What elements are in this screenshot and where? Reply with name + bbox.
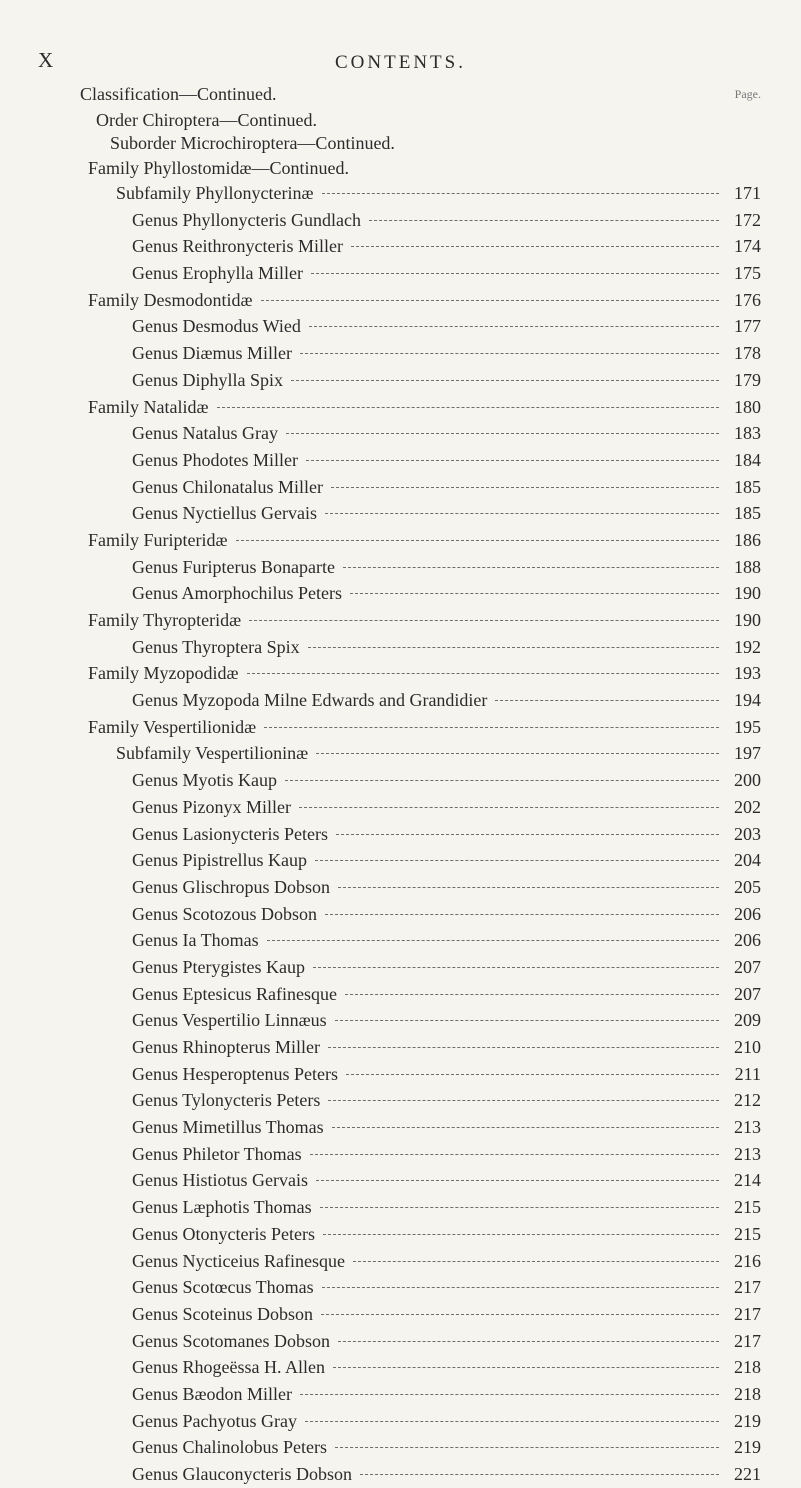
toc-entry-label: Genus Amorphochilus Peters: [132, 583, 342, 604]
dot-leader: [333, 1367, 719, 1368]
toc-entry: [0, 394, 801, 421]
dot-leader: [299, 807, 719, 808]
toc-entry-page-number: 221: [734, 1464, 761, 1484]
toc-entry: [0, 981, 801, 1008]
toc-entry: [0, 821, 801, 848]
dot-leader: [322, 193, 720, 194]
toc-entry-page-number: 192: [734, 636, 761, 657]
toc-entry-page-number: 174: [734, 236, 761, 257]
dot-leader: [353, 1261, 719, 1262]
toc-entry-label: Genus Phyllonycteris Gundlach: [132, 209, 361, 230]
toc-entry-page-number: 175: [734, 263, 761, 284]
toc-entry-label: Genus Chalinolobus Peters: [132, 1437, 327, 1458]
dot-leader: [332, 1127, 719, 1128]
toc-entry-label: Genus Myotis Kaup: [132, 770, 277, 791]
toc-entry: [0, 1087, 801, 1114]
dot-leader: [369, 220, 719, 221]
toc-entry: [0, 1061, 801, 1088]
toc-entry: [0, 233, 801, 260]
toc-entry-label: Subfamily Vespertilioninæ: [116, 743, 309, 764]
dot-leader: [343, 567, 719, 568]
toc-entry-page-number: 190: [734, 610, 761, 630]
toc-entry: [0, 1354, 801, 1381]
toc-entry: [0, 313, 801, 340]
dot-leader: [328, 1047, 719, 1048]
toc-entry-label: Genus Furipterus Bonaparte: [132, 556, 335, 577]
toc-entry: [0, 367, 801, 394]
toc-entry: [0, 420, 801, 447]
toc-entry-label: Family Myzopodidæ: [88, 663, 239, 684]
toc-entry-label: Family Natalidæ: [88, 396, 209, 417]
toc-entry-page-number: 218: [734, 1357, 761, 1378]
toc-entry-label: Genus Reithronycteris Miller: [132, 236, 343, 257]
dot-leader: [331, 487, 719, 488]
dot-leader: [320, 1207, 719, 1208]
dot-leader: [305, 1421, 719, 1422]
toc-entry-page-number: 219: [734, 1437, 761, 1458]
toc-entry-label: Genus Pachyotus Gray: [132, 1410, 297, 1431]
toc-entry-page-number: 179: [734, 369, 761, 390]
toc-entry: [0, 954, 801, 981]
toc-entry-label: Family Desmodontidæ: [88, 289, 253, 310]
toc-entry-page-number: 184: [734, 449, 761, 470]
toc-entry: [0, 1301, 801, 1328]
toc-entry-page-number: 217: [734, 1303, 761, 1324]
toc-entry-page-number: 209: [734, 1010, 761, 1031]
toc-entry: [0, 260, 801, 287]
toc-entry-page-number: 216: [734, 1250, 761, 1271]
toc-entry: [0, 1328, 801, 1355]
dot-leader: [300, 353, 719, 354]
toc-entry-page-number: 214: [734, 1170, 761, 1191]
toc-entry-page-number: 200: [734, 770, 761, 791]
dot-leader: [321, 1314, 719, 1315]
toc-entry-label: Genus Scotomanes Dobson: [132, 1330, 330, 1351]
toc-entry: [0, 447, 801, 474]
toc-entry-label: Family Thyropteridæ: [88, 610, 242, 630]
dot-leader: [325, 914, 719, 915]
breadcrumb-family: Family Phyllostomidæ—Continued.: [88, 158, 350, 178]
dot-leader: [316, 1180, 719, 1181]
breadcrumb-suborder: Suborder Microchiroptera—Continued.: [110, 133, 395, 153]
toc-entry-page-number: 207: [734, 983, 761, 1004]
toc-entry-page-number: 197: [734, 743, 761, 764]
toc-entry-page-number: 180: [734, 396, 761, 417]
toc-entry: [0, 794, 801, 821]
toc-entry: [0, 180, 801, 207]
toc-entry-page-number: 211: [734, 1063, 761, 1084]
toc-entry-page-number: 204: [734, 850, 761, 871]
breadcrumb-classification: Classification—Continued.: [80, 84, 277, 104]
toc-entry-label: Genus Pipistrellus Kaup: [132, 850, 307, 871]
toc-entry-page-number: 185: [734, 476, 761, 497]
toc-entry: [0, 1194, 801, 1221]
dot-leader: [335, 1447, 719, 1448]
toc-entry: [0, 660, 801, 687]
toc-entry-label: Genus Mimetillus Thomas: [132, 1117, 324, 1138]
toc-entry-label: Genus Eptesicus Rafinesque: [132, 983, 337, 1004]
dot-leader: [335, 1020, 719, 1021]
toc-entry-page-number: 177: [734, 316, 761, 337]
toc-entry-label: Genus Rhinopterus Miller: [132, 1037, 320, 1057]
toc-entry-label: Genus Nycticeius Rafinesque: [132, 1250, 345, 1271]
toc-entry: [0, 1034, 801, 1061]
toc-entry: [0, 634, 801, 661]
toc-entry-page-number: 203: [734, 823, 761, 844]
toc-entry-page-number: 207: [734, 956, 761, 977]
toc-entry-page-number: 178: [734, 343, 761, 364]
toc-entry: [0, 580, 801, 607]
toc-entry-page-number: 202: [734, 796, 761, 817]
dot-leader: [351, 246, 719, 247]
dot-leader: [328, 1100, 719, 1101]
toc-entry-label: Genus Pizonyx Miller: [132, 796, 291, 817]
toc-entry-page-number: 176: [734, 289, 761, 310]
toc-entry-label: Genus Philetor Thomas: [132, 1143, 302, 1164]
toc-entry-page-number: 195: [734, 716, 761, 737]
dot-leader: [267, 940, 719, 941]
toc-entry-label: Genus Myzopoda Milne Edwards and Grandidier: [132, 690, 488, 711]
toc-entry: [0, 927, 801, 954]
toc-entry-page-number: 213: [734, 1143, 761, 1164]
toc-entry-label: Genus Tylonycteris Peters: [132, 1090, 321, 1111]
dot-leader: [249, 620, 719, 621]
toc-entry-label: Genus Desmodus Wied: [132, 316, 301, 337]
toc-entry: [0, 1408, 801, 1435]
toc-entry: [0, 1007, 801, 1034]
page-title: CONTENTS.: [335, 52, 466, 73]
toc-entry-label: Genus Thyroptera Spix: [132, 636, 300, 657]
toc-entry-label: Genus Scotœcus Thomas: [132, 1277, 314, 1298]
dot-leader: [217, 407, 720, 408]
toc-entry-label: Genus Bæodon Miller: [132, 1383, 292, 1404]
toc-entry: [0, 1221, 801, 1248]
dot-leader: [313, 967, 719, 968]
dot-leader: [261, 300, 719, 301]
toc-entry-label: Family Vespertilionidæ: [88, 716, 257, 737]
dot-leader: [345, 994, 719, 995]
toc-entry-label: Genus Phodotes Miller: [132, 449, 298, 470]
toc-entry: [0, 874, 801, 901]
toc-entry-page-number: 190: [734, 583, 761, 604]
dot-leader: [495, 700, 719, 701]
toc-entry: [0, 1248, 801, 1275]
toc-entry: [0, 687, 801, 714]
toc-entry: [0, 1434, 801, 1461]
dot-leader: [308, 647, 719, 648]
toc-entry: [0, 207, 801, 234]
toc-entry: [0, 901, 801, 928]
dot-leader: [350, 593, 719, 594]
toc-entry: [0, 474, 801, 501]
toc-entry-page-number: 193: [734, 663, 761, 684]
toc-entry-label: Genus Scotozous Dobson: [132, 903, 317, 924]
dot-leader: [336, 834, 719, 835]
page-roman-numeral: X: [38, 48, 54, 72]
dot-leader: [285, 780, 719, 781]
toc-entry-label: Genus Læphotis Thomas: [132, 1197, 312, 1218]
toc-entry-page-number: 205: [734, 876, 761, 897]
toc-entry-label: Genus Pterygistes Kaup: [132, 956, 305, 977]
toc-entry: [0, 1461, 801, 1488]
toc-entry-page-number: 172: [734, 209, 761, 230]
toc-entry-label: Genus Vespertilio Linnæus: [132, 1010, 327, 1031]
dot-leader: [322, 1287, 719, 1288]
dot-leader: [291, 380, 719, 381]
toc-entry: [0, 1141, 801, 1168]
dot-leader: [236, 540, 720, 541]
dot-leader: [338, 887, 719, 888]
toc-entry-page-number: 215: [734, 1223, 761, 1244]
dot-leader: [247, 673, 719, 674]
dot-leader: [309, 326, 719, 327]
toc-entry: [0, 847, 801, 874]
toc-entry: [0, 607, 801, 634]
toc-entry: [0, 740, 801, 767]
dot-leader: [323, 1234, 719, 1235]
toc-entry-label: Genus Chilonatalus Miller: [132, 476, 323, 497]
toc-entry: [0, 500, 801, 527]
dot-leader: [286, 433, 719, 434]
toc-entry: [0, 1381, 801, 1408]
toc-entry-label: Genus Histiotus Gervais: [132, 1170, 308, 1191]
toc-entry-label: Genus Natalus Gray: [132, 423, 278, 444]
toc-entry-label: Genus Glischropus Dobson: [132, 876, 330, 897]
toc-entry-label: Genus Lasionycteris Peters: [132, 823, 328, 844]
page-column-label: Page.: [734, 87, 761, 101]
toc-entry: [0, 714, 801, 741]
toc-entry-label: Genus Otonycteris Peters: [132, 1223, 315, 1244]
toc-entry-page-number: 186: [734, 529, 761, 550]
toc-entry: [0, 1274, 801, 1301]
toc-entry-label: Genus Nyctiellus Gervais: [132, 503, 317, 524]
dot-leader: [311, 273, 719, 274]
dot-leader: [360, 1474, 719, 1475]
toc-entry-page-number: 218: [734, 1383, 761, 1404]
toc-entry-page-number: 171: [734, 183, 761, 203]
toc-entry: [0, 1114, 801, 1141]
toc-entry-page-number: 219: [734, 1410, 761, 1431]
dot-leader: [300, 1394, 719, 1395]
toc-entry: [0, 767, 801, 794]
toc-entry-label: Genus Scoteinus Dobson: [132, 1303, 313, 1324]
toc-entry-page-number: 183: [734, 423, 761, 444]
toc-entry-page-number: 206: [734, 930, 761, 951]
toc-entry: [0, 554, 801, 581]
dot-leader: [306, 460, 719, 461]
toc-entry-label: Genus Glauconycteris Dobson: [132, 1464, 352, 1484]
toc-entry-page-number: 213: [734, 1117, 761, 1138]
toc-entry: [0, 287, 801, 314]
toc-entry-label: Subfamily Phyllonycterinæ: [116, 183, 314, 203]
toc-entry-label: Genus Erophylla Miller: [132, 263, 303, 284]
toc-entry: [0, 340, 801, 367]
dot-leader: [264, 727, 719, 728]
toc-entry-page-number: 210: [734, 1037, 761, 1057]
toc-entry-page-number: 217: [734, 1277, 761, 1298]
toc-entry-page-number: 206: [734, 903, 761, 924]
toc-entry: [0, 527, 801, 554]
dot-leader: [310, 1154, 719, 1155]
toc-entry: [0, 1167, 801, 1194]
dot-leader: [325, 513, 719, 514]
dot-leader: [316, 753, 719, 754]
toc-entry-label: Genus Ia Thomas: [132, 930, 259, 951]
table-of-contents: [0, 180, 801, 1488]
toc-entry-label: Genus Diphylla Spix: [132, 369, 283, 390]
toc-entry-page-number: 185: [734, 503, 761, 524]
toc-entry-page-number: 194: [734, 690, 761, 711]
dot-leader: [338, 1341, 719, 1342]
dot-leader: [315, 860, 719, 861]
toc-entry-label: Family Furipteridæ: [88, 529, 228, 550]
breadcrumb-order: Order Chiroptera—Continued.: [96, 110, 317, 130]
toc-entry-label: Genus Diæmus Miller: [132, 343, 292, 364]
toc-entry-page-number: 212: [734, 1090, 761, 1111]
toc-entry-label: Genus Hesperoptenus Peters: [132, 1063, 338, 1084]
toc-entry-label: Genus Rhogeëssa H. Allen: [132, 1357, 325, 1378]
toc-entry-page-number: 215: [734, 1197, 761, 1218]
dot-leader: [346, 1074, 719, 1075]
toc-entry-page-number: 217: [734, 1330, 761, 1351]
toc-entry-page-number: 188: [734, 556, 761, 577]
